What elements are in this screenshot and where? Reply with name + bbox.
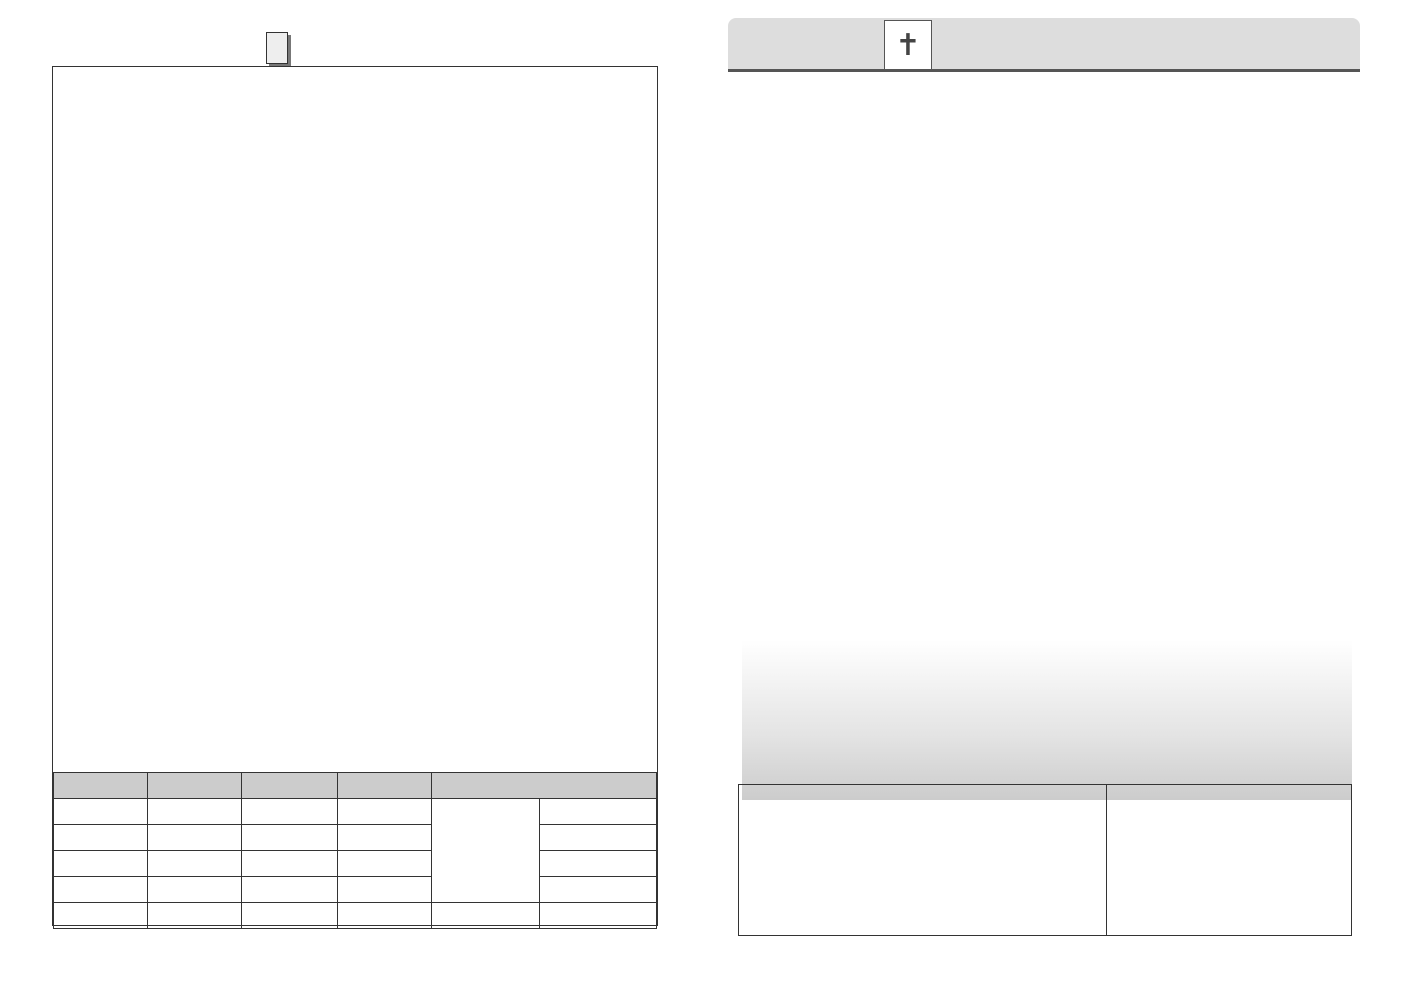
table-cell (338, 825, 432, 851)
table-cell (54, 851, 148, 877)
table-cell (148, 877, 242, 903)
background-illustration (742, 640, 1352, 800)
bulletin-header (728, 18, 1360, 72)
table-cell (54, 903, 148, 929)
table-cell (432, 799, 540, 903)
schedule-header-row (54, 773, 657, 799)
table-cell (54, 877, 148, 903)
church-info-box (738, 784, 1352, 936)
table-row (54, 903, 657, 929)
column-header (148, 773, 242, 799)
table-cell (540, 825, 657, 851)
news-title (266, 32, 288, 64)
table-cell (338, 903, 432, 929)
table-row (54, 877, 657, 903)
schedule-table (53, 772, 657, 929)
table-cell (148, 799, 242, 825)
table-cell (540, 851, 657, 877)
table-cell (540, 903, 657, 929)
table-cell (148, 903, 242, 929)
column-header (338, 773, 432, 799)
table-row (54, 825, 657, 851)
table-cell (242, 903, 338, 929)
table-cell (148, 851, 242, 877)
table-cell (54, 825, 148, 851)
news-box (52, 66, 658, 926)
table-cell (242, 799, 338, 825)
table-cell (338, 877, 432, 903)
table-cell (242, 877, 338, 903)
column-header (432, 773, 657, 799)
column-header (242, 773, 338, 799)
table-cell (54, 799, 148, 825)
table-cell (540, 877, 657, 903)
table-cell (338, 799, 432, 825)
column-header (54, 773, 148, 799)
table-cell (338, 851, 432, 877)
church-about (739, 785, 1107, 935)
table-cell (148, 825, 242, 851)
table-cell (242, 825, 338, 851)
cross-logo-icon: ✝ (884, 20, 932, 70)
table-row (54, 799, 657, 825)
table-cell (242, 851, 338, 877)
table-cell (540, 799, 657, 825)
table-cell (432, 903, 540, 929)
table-row (54, 851, 657, 877)
